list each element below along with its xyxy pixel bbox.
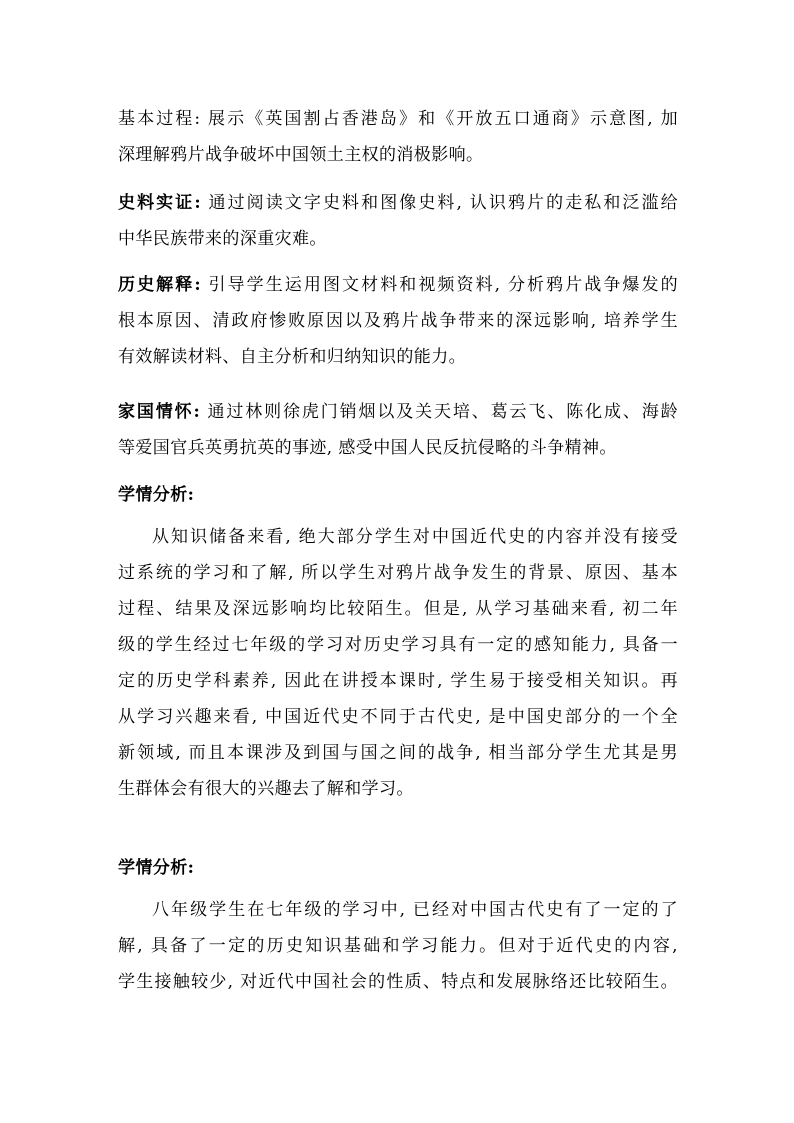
intro-line-2: 深理解鸦片战争破坏中国领土主权的消极影响。 bbox=[118, 145, 484, 165]
analysis-paragraph-2 bbox=[118, 892, 678, 1000]
para2-line-2: 解, 具备了一定的历史知识基础和学习能力。但对于近代史的内容, bbox=[118, 936, 678, 956]
shiliao-line-2: 中华民族带来的深重灾难。 bbox=[118, 229, 327, 249]
shiliao-label: 史料实证: bbox=[118, 193, 201, 213]
shiliao-paragraph bbox=[118, 185, 678, 257]
intro-paragraph bbox=[118, 101, 678, 173]
para1-line-2: 过系统的学习和了解, 所以学生对鸦片战争发生的背景、原因、基本 bbox=[118, 563, 678, 583]
para2-line-3: 学生接触较少, 对近代中国社会的性质、特点和发展脉络还比较陌生。 bbox=[118, 972, 678, 992]
jiaguo-text-1: 通过林则徐虎门销烟以及关天培、葛云飞、陈化成、海龄 bbox=[200, 402, 678, 422]
lishi-label: 历史解释: bbox=[118, 275, 201, 295]
lishi-paragraph bbox=[118, 267, 678, 375]
para1-line-1: 从知识储备来看, 绝大部分学生对中国近代史的内容并没有接受 bbox=[152, 527, 678, 547]
analysis-paragraph-1 bbox=[118, 519, 678, 807]
para1-line-6: 从学习兴趣来看, 中国近代史不同于古代史, 是中国史部分的一个全 bbox=[118, 707, 678, 727]
para1-line-7: 新领域, 而且本课涉及到国与国之间的战争, 相当部分学生尤其是男 bbox=[118, 743, 678, 763]
shiliao-line-1 bbox=[118, 185, 678, 221]
section-heading-1: 学情分析: bbox=[118, 485, 195, 505]
intro-line-1: 基本过程: 展示《英国割占香港岛》和《开放五口通商》示意图, 加 bbox=[118, 109, 678, 129]
para2-line-1: 八年级学生在七年级的学习中, 已经对中国古代史有了一定的了 bbox=[152, 900, 678, 920]
jiaguo-label: 家国情怀: bbox=[118, 402, 201, 422]
lishi-text-1: 引导学生运用图文材料和视频资料, 分析鸦片战争爆发的 bbox=[201, 275, 678, 295]
section-heading-2: 学情分析: bbox=[118, 858, 195, 878]
para1-line-5: 定的历史学科素养, 因此在讲授本课时, 学生易于接受相关知识。再 bbox=[118, 671, 678, 691]
jiaguo-line-1 bbox=[118, 394, 678, 430]
shiliao-text-1: 通过阅读文字史料和图像史料, 认识鸦片的走私和泛滥给 bbox=[201, 193, 678, 213]
para1-line-8: 生群体会有很大的兴趣去了解和学习。 bbox=[118, 779, 414, 799]
lishi-line-1 bbox=[118, 267, 678, 303]
lishi-line-3: 有效解读材料、自主分析和归纳知识的能力。 bbox=[118, 347, 466, 367]
para1-line-4: 级的学生经过七年级的学习对历史学习具有一定的感知能力, 具备一 bbox=[118, 635, 678, 655]
jiaguo-line-2: 等爱国官兵英勇抗英的事迹, 感受中国人民反抗侵略的斗争精神。 bbox=[118, 438, 617, 458]
lishi-line-2: 根本原因、清政府惨败原因以及鸦片战争带来的深远影响, 培养学生 bbox=[118, 311, 678, 331]
para1-line-3: 过程、结果及深远影响均比较陌生。但是, 从学习基础来看, 初二年 bbox=[118, 599, 678, 619]
jiaguo-paragraph bbox=[118, 394, 678, 466]
